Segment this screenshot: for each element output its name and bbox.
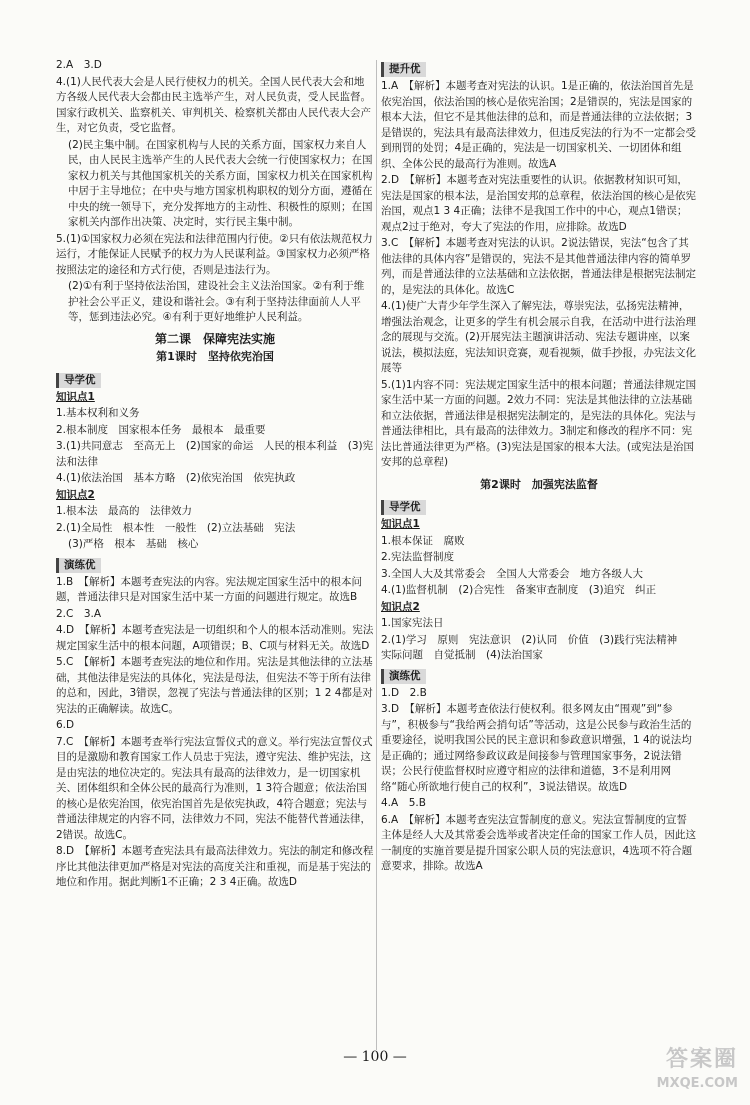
watermark-line2: MXQE.COM xyxy=(656,1076,738,1091)
page-number: — 100 — xyxy=(343,1049,407,1065)
answer-line: 2.(1)全局性 根本性 一般性 (2)立法基础 宪法 xyxy=(56,521,296,534)
column-divider xyxy=(376,60,377,1050)
answer-line: 3.全国人大及其常委会 全国人大常委会 地方各级人大 xyxy=(381,567,644,580)
answer-line: 6.A 【解析】本题考查宪法宣誓制度的意义。宪法宣誓制度的宣誓主体是经人大及其常委会选举或者决定任命的国家工作人员，因此这一制度的实施首要是提升国家公职人员的宪法意识，4选项不符合题意要求，排除。故选A xyxy=(381,813,696,872)
knowledge-point-heading: 知识点2 xyxy=(381,600,420,613)
section-header-daoxue: 导学优 xyxy=(56,373,101,388)
answer-line: (2)民主集中制。在国家机构与人民的关系方面，国家权力来自人民，由人民民主选举产生的人民代表大会统一行使国家权力；在国家权力机关与其他国家机关的关系方面，国家权力机关在国家机构中居于主导地位；在中央与地方国家机构职权的划分方面，遵循在中央的统一领导下，充分发挥地方的主动性、积极性的原则；在国家机关内部作出决策、决定时，实行民主集中制。 xyxy=(68,138,373,228)
answer-line: (2)①有利于坚持依法治国，建设社会主义法治国家。②有利于维护社会公平正义，建设和谐社会。③有利于坚持法律面前人人平等，惩到违法必究。④有利于更好地维护人民利益。 xyxy=(68,280,365,323)
answer-line: 1.A 【解析】本题考查对宪法的认识。1是正确的，依法治国首先是依宪治国，依法治国的核心是依宪治国；2是错误的，宪法是国家的根本大法，但它不是其他法律的总和，而是普通法律的立法依据；3是错误的，宪法具有最高法律效力，但违反宪法的行为不一定都会受到刑罚的处罚；4是正确的，宪法是一切国家机关、一切团体和组织、全体公民的最高行为准则。故选A xyxy=(381,80,696,170)
answer-line: 1.基本权利和义务 xyxy=(56,407,140,419)
answer-line: 3.C 【解析】本题考查对宪法的认识。2说法错误，宪法“包含了其他法律的具体内容”是错误的，宪法不是其他普通法律内容的简单罗列，而是普通法律的立法基础和立法依据，普通法律是根据宪法制定的，是宪法的具体化。故选C xyxy=(381,237,696,296)
answer-line: 2.根本制度 国家根本任务 最根本 最重要 xyxy=(56,423,266,436)
watermark-logo xyxy=(598,1048,738,1100)
answer-line: 2.C 3.A xyxy=(56,607,102,620)
answer-line: 3.D 【解析】本题考查依法行使权利。很多网友由“围观”到“参与”，积极参与“我给两会捎句话”等活动，这是公民参与政治生活的重要途径，说明我国公民的民主意识和参政意识增强，1 4的说法均是正确的；通过网络参政议政是间接参与管理国家事务，2说法错误；公民行使监督权时应遵守相应的法律和道德，3不是利用网络“随心所欲地行使自己的权利”，3说法错误。故选D xyxy=(381,703,692,793)
answer-line: 4.(1)监督机制 (2)合宪性 备案审查制度 (3)追究 纠正 xyxy=(381,584,657,596)
answer-line: 4.(1)使广大青少年学生深入了解宪法，尊崇宪法，弘扬宪法精神，增强法治观念，让更多的学生有机会展示自我，在活动中进行法治理念的展现与交流。(2)开展宪法主题演讲活动、宪法专题讲座，以案说法，模拟法庭，宪法知识竞赛，观看视频，做手抄报，办宪法文化展等 xyxy=(381,300,696,374)
section-header-daoxue: 导学优 xyxy=(381,500,426,515)
answer-line: 1.D 2.B xyxy=(381,686,427,699)
section-header-yanlian: 演练优 xyxy=(381,669,426,684)
answer-line: 5.(1)1内容不同：宪法规定国家生活中的根本问题；普通法律规定国家生活中某一方面的问题。2效力不同：宪法是其他法律的立法基础和立法依据，普通法律是根据宪法制定的，是宪法的具体化。宪法与普通法律相比，具有最高的法律效力。3制定和修改的程序不同：宪法比普通法律更为严格。(3)宪法是国家的根本大法。(或宪法是治国安邦的总章程) xyxy=(381,378,697,468)
right-column xyxy=(381,58,697,876)
lesson-title: 第1课时 坚持依宪治国 xyxy=(156,350,274,363)
answer-line: 2.宪法监督制度 xyxy=(381,551,455,563)
section-header-yanlian: 演练优 xyxy=(56,558,101,573)
left-column xyxy=(56,58,374,892)
section-header-tisheng: 提升优 xyxy=(381,62,426,77)
answer-line: 4.(1)依法治国 基本方略 (2)依宪治国 依宪执政 xyxy=(56,472,296,484)
knowledge-point-heading: 知识点1 xyxy=(56,390,95,403)
answer-line: 4.D 【解析】本题考查宪法是一切组织和个人的根本活动准则。宪法规定国家生活中的根本问题，A项错误；B、C项与材料无关。故选D xyxy=(56,624,374,652)
answer-line: (3)严格 根本 基础 核心 xyxy=(68,538,199,550)
answer-line: 1.根本保证 腐败 xyxy=(381,534,465,547)
answer-line: 3.(1)共同意志 至高无上 (2)国家的命运 人民的根本利益 (3)宪法和法律 xyxy=(56,440,374,468)
watermark-line1: 答案圈 xyxy=(665,1047,738,1072)
answer-line: 8.D 【解析】本题考查宪法具有最高法律效力。宪法的制定和修改程序比其他法律更加严格是对宪法的高度关注和重视，而是基于宪法的地位和作用。据此判断1不正确；2 3 4正确。故选D xyxy=(56,845,374,888)
answer-line: 5.(1)①国家权力必须在宪法和法律范围内行使。②只有依法规范权力运行，才能保证人民赋予的权力为人民谋利益。③国家权力必须严格按照法定的途径和方式行使，否则是违法行为。 xyxy=(56,232,373,276)
answer-line: 7.C 【解析】本题考查举行宪法宣誓仪式的意义。举行宪法宣誓仪式目的是激励和教育国家工作人员忠于宪法，遵守宪法、维护宪法，这是由宪法的地位决定的。宪法具有最高的法律效力，是一切国家机关、团体组织和全体公民的最高行为准则，1 3符合题意；依法治国的核心是依宪治国，依宪治国首先是依宪执政，4符合题意；宪法与普通法律规定的内容不同，法律效力不同，宪法不能替代普通法律，2错误。故选C。 xyxy=(56,735,373,841)
answer-line: 6.D xyxy=(56,719,75,731)
answer-line: 4.A 5.B xyxy=(381,797,426,809)
lesson-title: 第2课时 加强宪法监督 xyxy=(480,477,598,491)
answer-line: 1.国家宪法日 xyxy=(381,617,444,629)
answer-line: 5.C 【解析】本题考查宪法的地位和作用。宪法是其他法律的立法基础，其他法律是宪法的具体化，宪法是母法，但宪法不等于所有法律的总和，因此，3错误，忽视了宪法与普通法律的区别；1 2 4都是对宪法的正确解读。故选C。 xyxy=(56,656,373,715)
answer-line: 2.D 【解析】本题考查对宪法重要性的认识。依据教材知识可知，宪法是国家的根本法，是治国安邦的总章程，依法治国的核心是依宪治国，观点1 3 4正确；法律不是我国工作中的中心，观点1错误；观点2过于绝对，夸大了宪法的作用，应排除。故选D xyxy=(381,174,696,233)
answer-line: 1.根本法 最高的 法律效力 xyxy=(56,505,193,517)
knowledge-point-heading: 知识点2 xyxy=(56,488,95,501)
knowledge-point-heading: 知识点1 xyxy=(381,518,420,530)
unit-title: 第二课 保障宪法实施 xyxy=(154,331,275,346)
answer-line: 1.B 【解析】本题考查宪法的内容。宪法规定国家生活中的根本问题，普通法律只是对国家生活中某一方面的问题进行规定。故选B xyxy=(56,575,362,603)
answer-line: 2.(1)学习 原则 宪法意识 (2)认同 价值 (3)践行宪法精神 实际问题 自觉抵制 (4)法治国家 xyxy=(381,633,688,661)
answer-line: 2.A 3.D xyxy=(56,59,102,71)
answer-line: 4.(1)人民代表大会是人民行使权力的机关。全国人民代表大会和地方各级人民代表大会都由民主选举产生，对人民负责，受人民监督。国家行政机关、监察机关、审判机关、检察机关都由人民代表大会产生，对它负责，受它监督。 xyxy=(56,75,371,134)
